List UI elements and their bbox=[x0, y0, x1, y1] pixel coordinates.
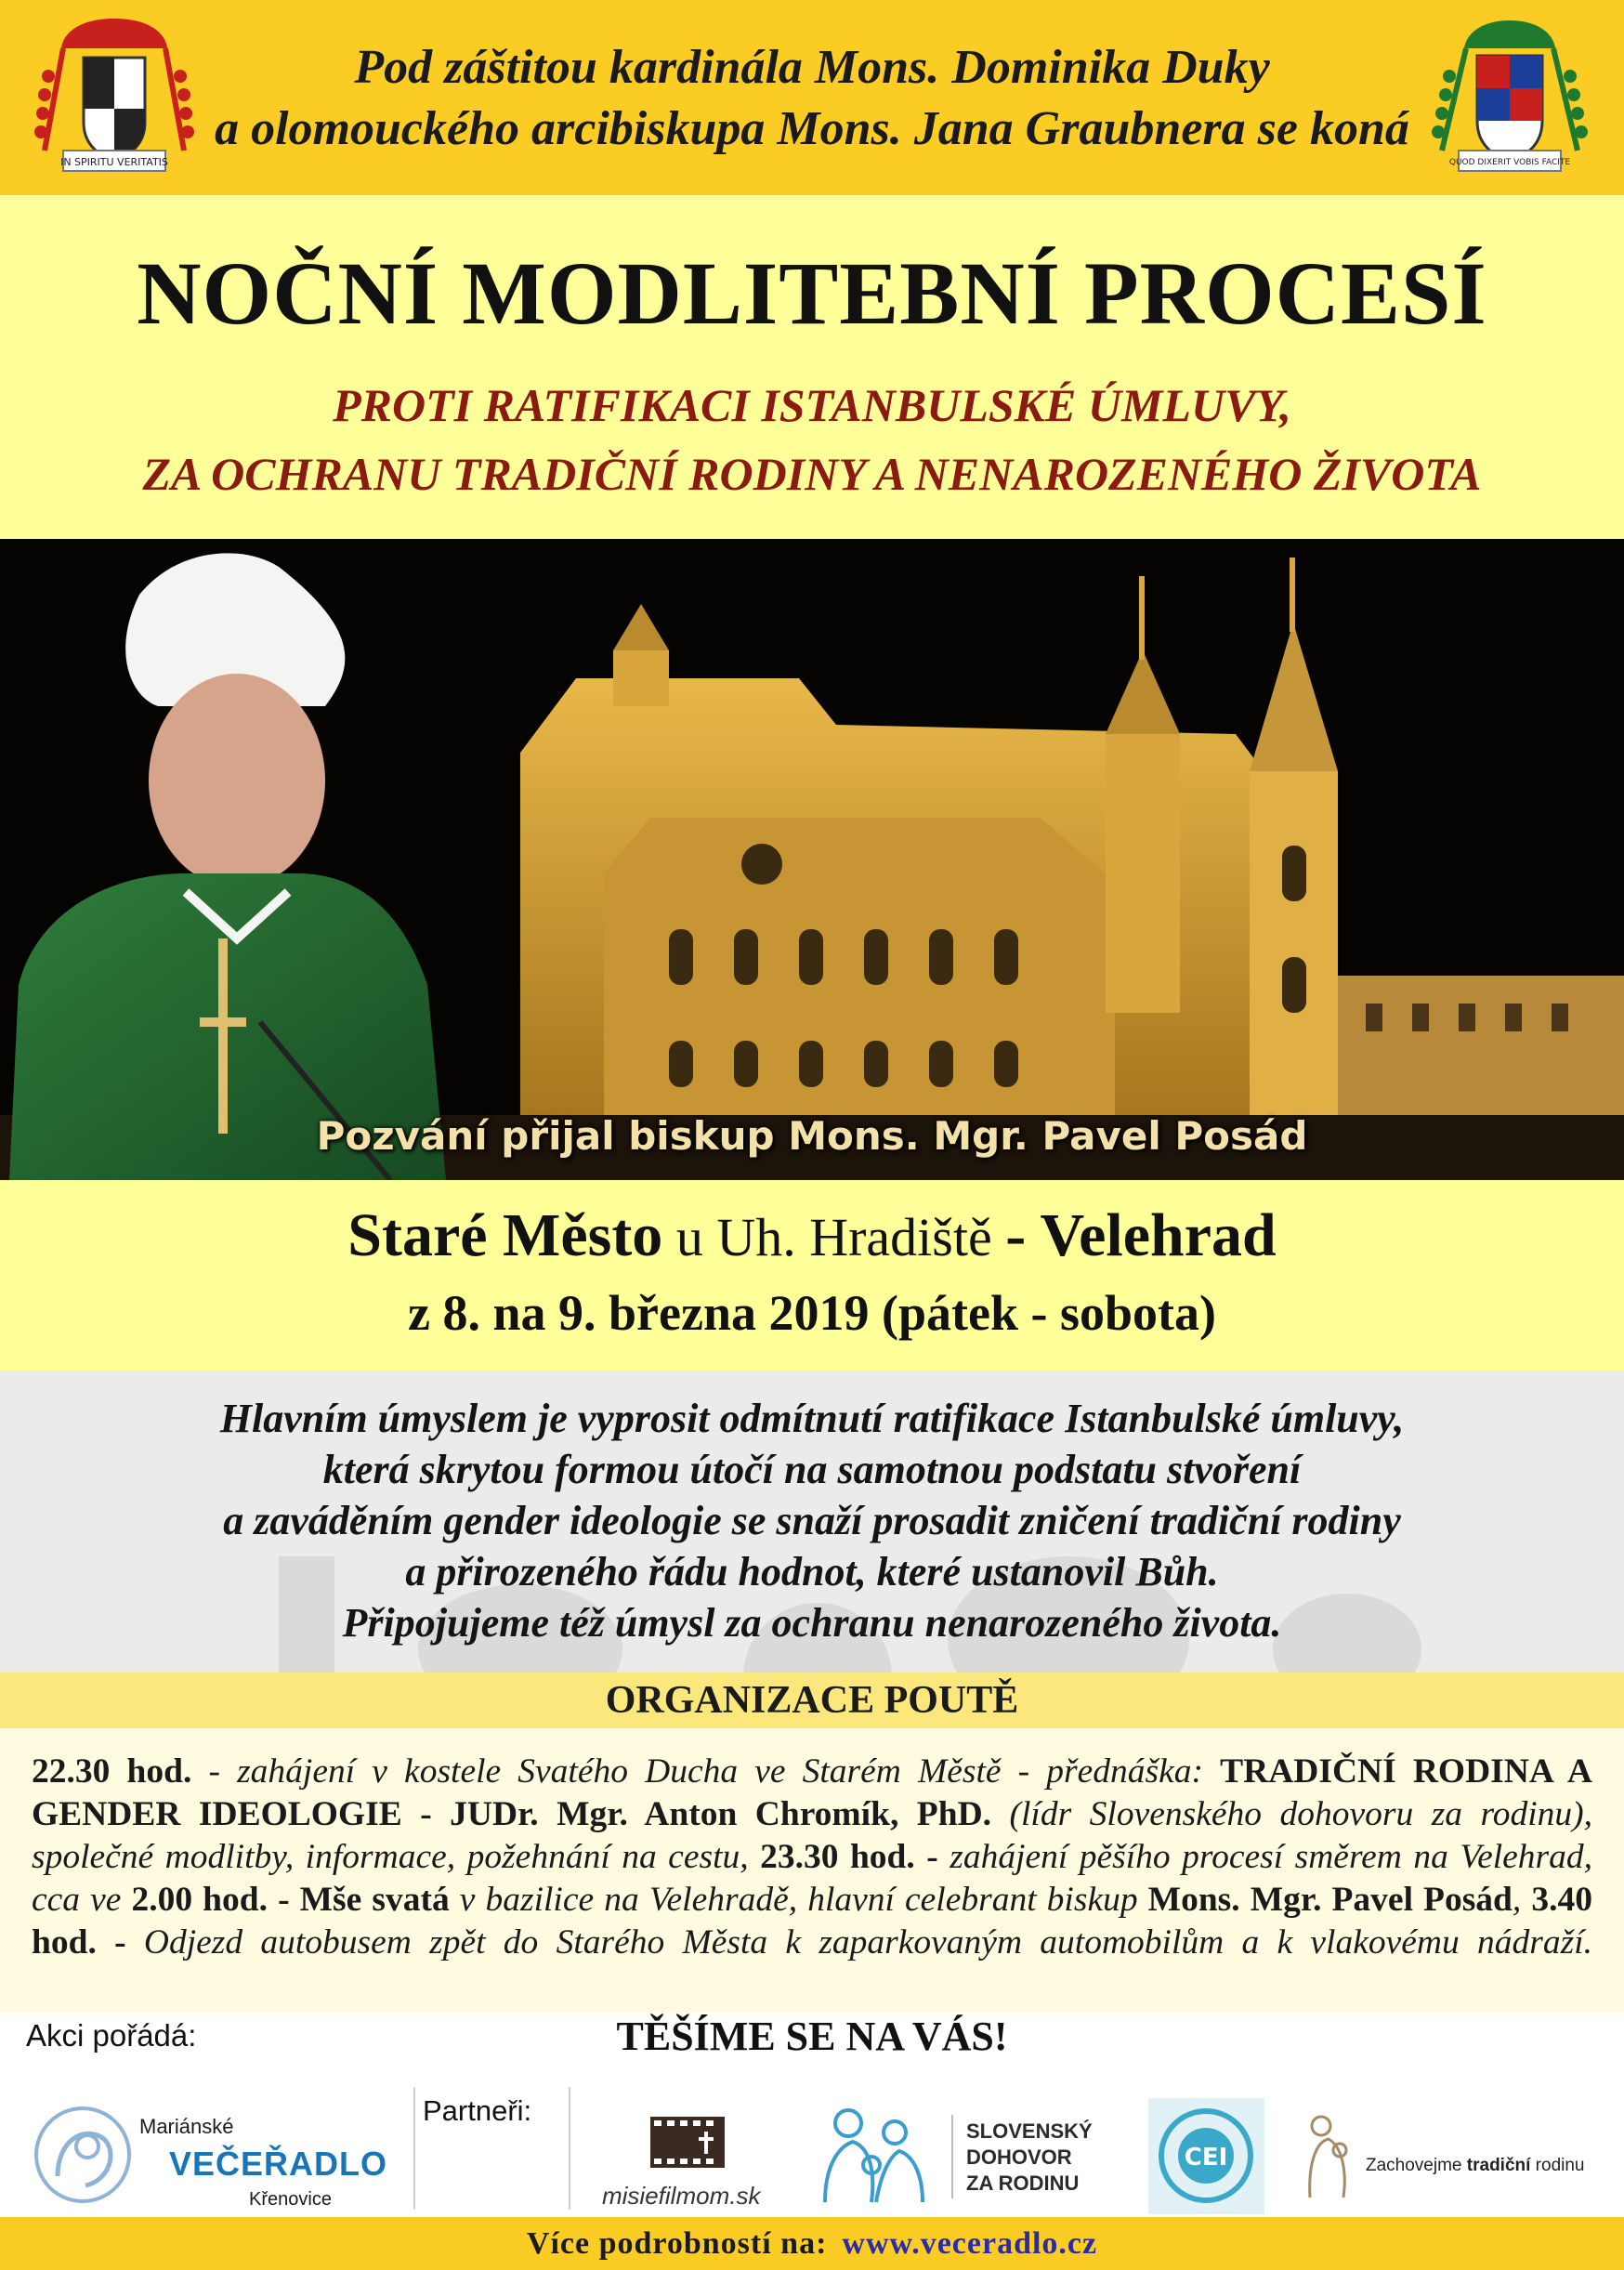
intent-line: a přirozeného řádu hodnot, které ustanovil Bůh. bbox=[405, 1549, 1219, 1594]
title-band bbox=[0, 195, 1624, 539]
program-time-1: 22.30 hod. bbox=[32, 1752, 192, 1791]
organizer-label: Akci pořádá: bbox=[26, 2018, 197, 2053]
patronage-text bbox=[214, 37, 1410, 160]
vecerdlo-logo-icon bbox=[30, 2102, 137, 2209]
svg-text:QUOD DIXERIT VOBIS FACITE: QUOD DIXERIT VOBIS FACITE bbox=[1448, 158, 1571, 167]
organization-section bbox=[0, 1728, 1624, 2013]
svg-text:CEI: CEI bbox=[1184, 2144, 1228, 2172]
patronage-band bbox=[0, 0, 1624, 195]
intent-text bbox=[0, 1371, 1624, 1648]
intent-line: Hlavním úmyslem je vyprosit odmítnutí ratifikace Istanbulské úmluvy, bbox=[219, 1396, 1405, 1441]
intent-section bbox=[0, 1371, 1624, 1673]
basilica-photo bbox=[0, 539, 1624, 1180]
sdr-label-line: ZA RODINU bbox=[966, 2172, 1080, 2195]
patronage-line-1: Pod záštitou kardinála Mons. Dominika Duky bbox=[354, 41, 1270, 94]
divider bbox=[951, 2115, 953, 2198]
intent-line: Připojujeme též úmysl za ochranu nenarozeného života. bbox=[342, 1600, 1282, 1646]
more-info-label: Více podrobností na: bbox=[526, 2226, 828, 2261]
place-line bbox=[0, 1180, 1624, 1271]
program-text-5: , bbox=[1512, 1881, 1532, 1919]
family-logo-icon bbox=[806, 2100, 946, 2211]
divider bbox=[413, 2087, 415, 2210]
zachovejme-text-3: rodinu bbox=[1530, 2156, 1585, 2175]
program-celebrant: Mons. Mgr. Pavel Posád bbox=[1147, 1881, 1513, 1919]
program-time-2: 23.30 hod. - bbox=[760, 1838, 938, 1876]
website-link[interactable]: www.veceradlo.cz bbox=[842, 2226, 1098, 2261]
vecerdlo-label-top: Mariánské bbox=[139, 2115, 234, 2138]
patronage-line-2: a olomouckého arcibiskupa Mons. Jana Graubnera se koná bbox=[215, 102, 1409, 155]
vecerdlo-label-town: Křenovice bbox=[249, 2189, 332, 2210]
svg-text:IN SPIRITU VERITATIS: IN SPIRITU VERITATIS bbox=[60, 156, 168, 168]
cei-logo-icon bbox=[1148, 2098, 1264, 2214]
program-text-4: v bazilice na Velehradě, hlavní celebrant biskup bbox=[449, 1881, 1148, 1919]
program-text-2: (lídr Slovenského dohovoru za rodinu), společné modlitby, informace, požehnání na cestu, bbox=[32, 1795, 1592, 1876]
cardinal-coat-of-arms-icon bbox=[26, 11, 203, 183]
intent-line: která skrytou formou útočí na samotnou podstatu stvoření bbox=[322, 1447, 1302, 1492]
zachovejme-text-1: Zachovejme bbox=[1366, 2156, 1467, 2175]
film-strip-icon bbox=[650, 2117, 725, 2168]
program-text-3: zahájení pěšího procesí směrem na Velehrad, cca ve bbox=[32, 1838, 1592, 1919]
program-mass: 2.00 hod. - Mše svatá bbox=[131, 1881, 450, 1919]
family-sketch-icon bbox=[1301, 2109, 1360, 2202]
place-band bbox=[0, 1180, 1624, 1371]
subtitle-line-2: ZA OCHRANU TRADIČNÍ RODINY A NENAROZENÉHO ŽIVOTA bbox=[142, 448, 1482, 500]
sdr-label bbox=[966, 2119, 1093, 2197]
program-lecture: TRADIČNÍ RODINA A GENDER IDEOLOGIE - JUDr. Mgr. Anton Chromík, PhD. bbox=[32, 1752, 1592, 1833]
more-info-band bbox=[0, 2217, 1624, 2270]
subtitle-line-1: PROTI RATIFIKACI ISTANBULSKÉ ÚMLUVY, bbox=[333, 379, 1291, 431]
sdr-label-line: SLOVENSKÝ bbox=[966, 2119, 1093, 2143]
main-title: NOČNÍ MODLITEBNÍ PROCESÍ bbox=[137, 243, 1487, 343]
zachovejme-text-2: tradiční bbox=[1466, 2156, 1531, 2175]
photo-caption: Pozvání přijal biskup Mons. Mgr. Pavel Posád bbox=[316, 1113, 1308, 1159]
program-time-3: 3.40 hod. - bbox=[32, 1881, 1592, 1962]
sdr-label-line: DOHOVOR bbox=[966, 2145, 1072, 2169]
footer bbox=[0, 2013, 1624, 2217]
organization-program bbox=[0, 1728, 1624, 1964]
zachovejme-label bbox=[1366, 2156, 1585, 2176]
place-near: u Uh. Hradiště bbox=[662, 1207, 1006, 1267]
event-date: z 8. na 9. března 2019 (pátek - sobota) bbox=[408, 1285, 1216, 1341]
slogan: TĚŠÍME SE NA VÁS! bbox=[616, 2014, 1008, 2059]
program-text-1: - zahájení v kostele Svatého Ducha ve Starém Městě - přednáška: bbox=[191, 1752, 1221, 1791]
basilica-night-illustration bbox=[0, 539, 1624, 1180]
organization-heading: ORGANIZACE POUTĚ bbox=[0, 1673, 1624, 1728]
program-text-6: Odjezd autobusem zpět do Starého Města k zaparkovaným automobilům a k vlakovému nádraží. bbox=[125, 1923, 1592, 1962]
intent-line: a zaváděním gender ideologie se snaží prosadit zničení tradiční rodiny bbox=[223, 1498, 1401, 1543]
archbishop-coat-of-arms-icon bbox=[1421, 11, 1598, 183]
divider bbox=[569, 2087, 570, 2210]
vecerdlo-label-main: VEČEŘADLO bbox=[169, 2145, 388, 2183]
place-destination: - Velehrad bbox=[1005, 1201, 1277, 1269]
place-city: Staré Město bbox=[347, 1201, 663, 1269]
misiefilmom-label: misiefilmom.sk bbox=[602, 2182, 761, 2210]
partners-label: Partneři: bbox=[423, 2094, 532, 2127]
